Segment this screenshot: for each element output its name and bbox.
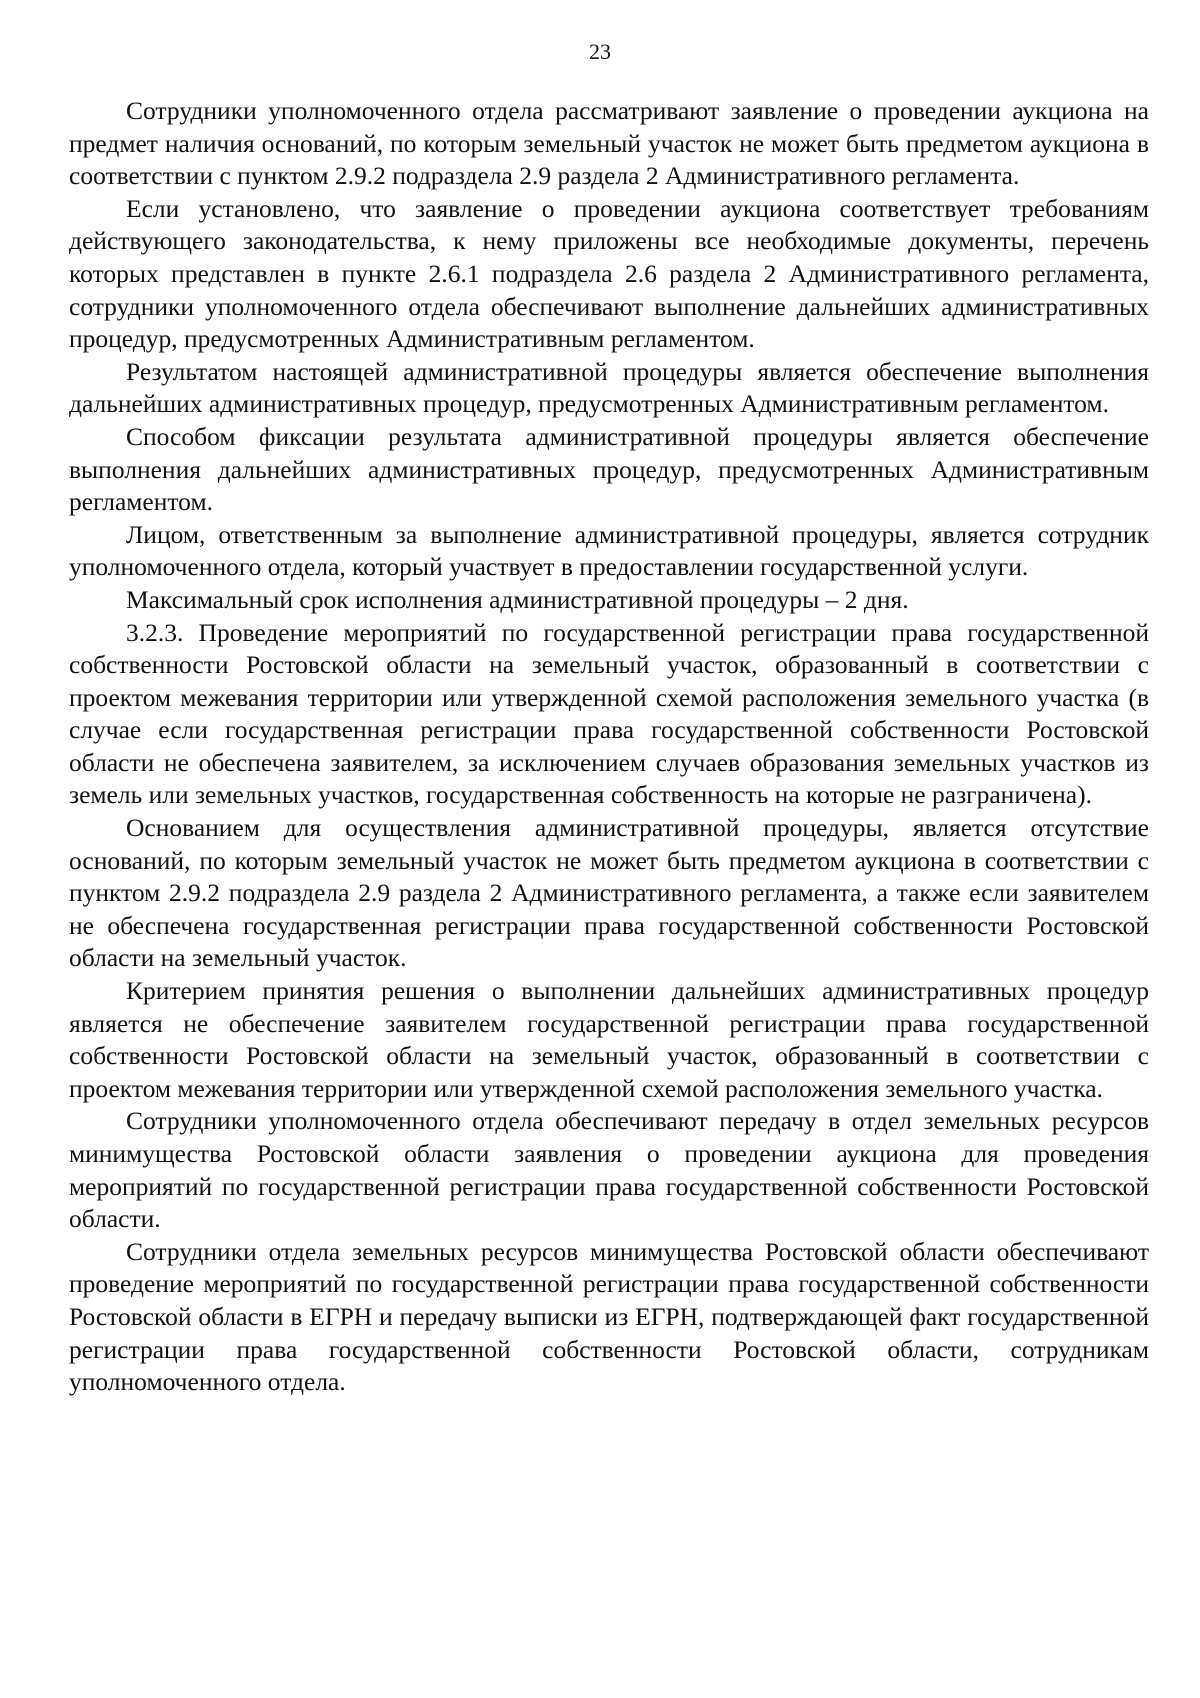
paragraph-2: Если установлено, что заявление о проведении аукциона соответствует требованиям действующего законодательства, к нему приложены все необходимые документы, перечень которых представлен в пункте 2.6.1 подраздела 2.6 раздела 2 Административного регламента, сотрудники уполномоченного отдела обеспечивают выполнение дальнейших административных процедур, предусмотренных Административным регламентом. [69, 193, 1149, 354]
document-body [69, 95, 1149, 1399]
paragraph-3: Результатом настоящей административной процедуры является обеспечение выполнения дальнейших административных процедур, предусмотренных Административным регламентом. [69, 356, 1149, 419]
paragraph-6: Максимальный срок исполнения административной процедуры – 2 дня. [126, 584, 909, 614]
paragraph-10: Сотрудники уполномоченного отдела обеспечивают передачу в отдел земельных ресурсов минимущества Ростовской области заявления о проведении аукциона для проведения мероприятий по государственной регистрации права государственной собственности Ростовской области. [69, 1106, 1149, 1234]
paragraph-7-section-heading: 3.2.3. Проведение мероприятий по государственной регистрации права государственной собственности Ростовской области на земельный участок, образованный в соответствии с проектом межевания территории или утвержденной схемой расположения земельного участка (в случае если государственная регистрации права государственной собственности Ростовской области не обеспечена заявителем, за исключением случаев образования земельных участков из земель или земельных участков, государственная собственность на которые не разграничена). [69, 617, 1149, 810]
paragraph-4: Способом фиксации результата административной процедуры является обеспечение выполнения дальнейших административных процедур, предусмотренных Административным регламентом. [69, 421, 1149, 517]
paragraph-8: Основанием для осуществления административной процедуры, является отсутствие оснований, по которым земельный участок не может быть предметом аукциона в соответствии с пунктом 2.9.2 подраздела 2.9 раздела 2 Административного регламента, а также если заявителем не обеспечена государственная регистрации права государственной собственности Ростовской области на земельный участок. [69, 813, 1149, 973]
paragraph-5: Лицом, ответственным за выполнение административной процедуры, является сотрудник уполномоченного отдела, который участвует в предоставлении государственной услуги. [69, 519, 1149, 582]
paragraph-1: Сотрудники уполномоченного отдела рассматривают заявление о проведении аукциона на предмет наличия оснований, по которым земельный участок не может быть предметом аукциона в соответствии с пунктом 2.9.2 подраздела 2.9 раздела 2 Административного регламента. [69, 96, 1149, 191]
paragraph-9: Критерием принятия решения о выполнении дальнейших административных процедур является не обеспечение заявителем государственной регистрации права государственной собственности Ростовской области на земельный участок, образованный в соответствии с проектом межевания территории или утвержденной схемой расположения земельного участка. [69, 976, 1149, 1103]
paragraph-11: Сотрудники отдела земельных ресурсов минимущества Ростовской области обеспечивают проведение мероприятий по государственной регистрации права государственной собственности Ростовской области в ЕГРН и передачу выписки из ЕГРН, подтверждающей факт государственной регистрации права государственной собственности Ростовской области, сотрудникам уполномоченного отдела. [69, 1236, 1149, 1397]
page-number: 23 [589, 39, 611, 64]
